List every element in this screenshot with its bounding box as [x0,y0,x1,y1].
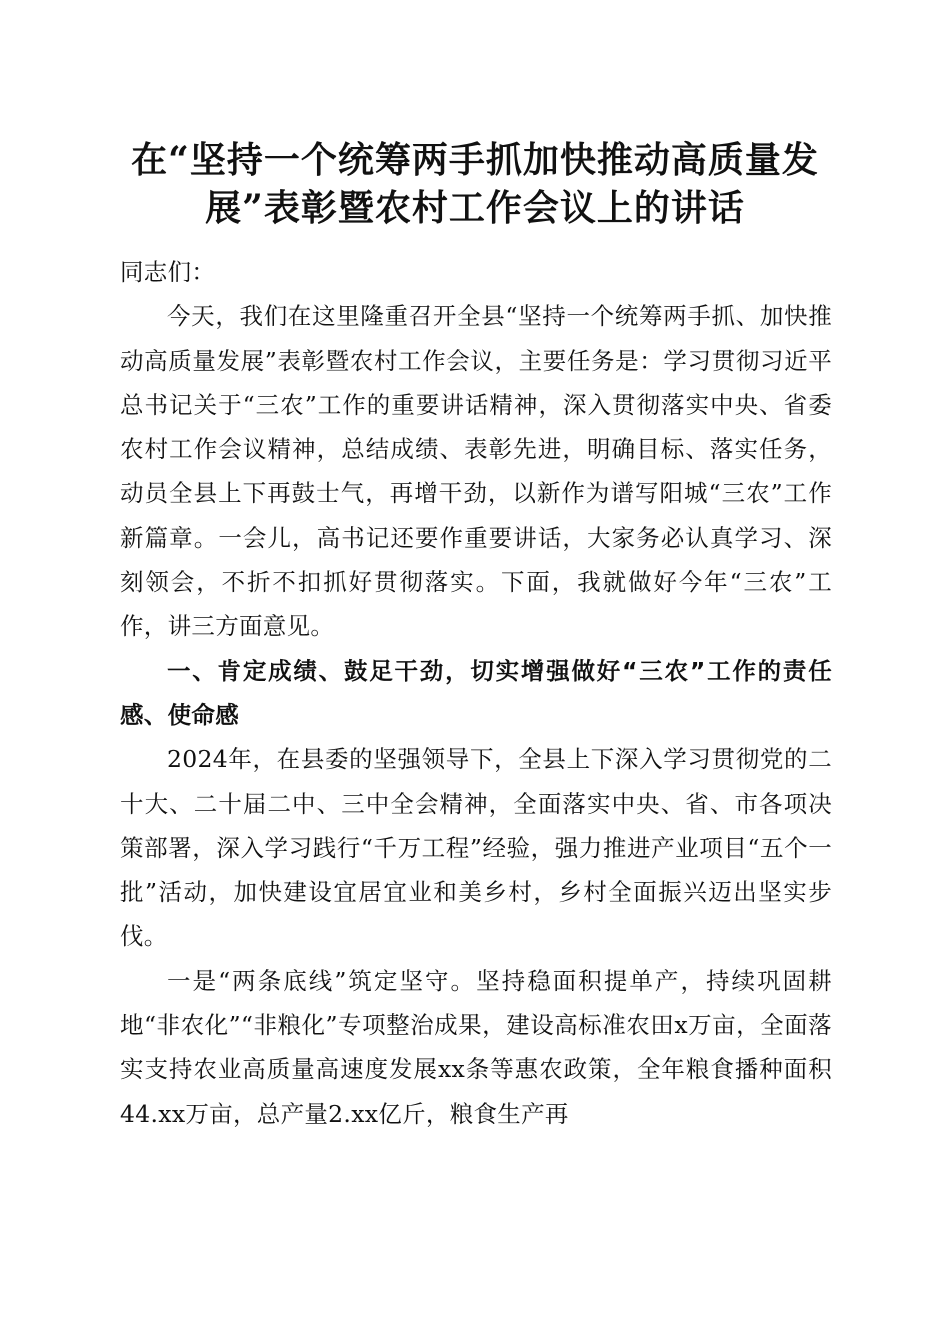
paragraph-two-bottom-lines: 一是“两条底线”筑定坚守。坚持稳面积提单产，持续巩固耕地“非农化”“非粮化”专项整治成果，建设高标准农田x万亩，全面落实支持农业高质量高速度发展xx条等惠农政策，全年粮食播种面积44.xx万亩，总产量2.xx亿斤，粮食生产再 [120,966,832,1128]
title-line-1: 在“坚持一个统筹两手抓加快推动高质量发 [131,139,819,181]
paragraph-2024-summary: 2024年，在县委的坚强领导下，全县上下深入学习贯彻党的二十大、二十届二中、三中全会精神，全面落实中央、省、市各项决策部署，深入学习践行“千万工程”经验，强力推进产业项目“五个一批”活动，加快建设宜居宜业和美乡村，乡村全面振兴迈出坚实步伐。 [120,745,832,951]
document-body [120,250,832,1136]
salutation: 同志们： [120,258,216,286]
title-line-2: 展”表彰暨农村工作会议上的讲话 [205,187,745,229]
paragraph-intro: 今天，我们在这里隆重召开全县“坚持一个统筹两手抓、加快推动高质量发展”表彰暨农村工作会议，主要任务是：学习贯彻习近平总书记关于“三农”工作的重要讲话精神，深入贯彻落实中央、省委农村工作会议精神，总结成绩、表彰先进，明确目标、落实任务，动员全县上下再鼓士气，再增干劲，以新作为谱写阳城“三农”工作新篇章。一会儿，高书记还要作重要讲话，大家务必认真学习、深刻领会，不折不扣抓好贯彻落实。下面，我就做好今年“三农”工作，讲三方面意见。 [120,302,832,641]
document-title [100,136,850,232]
section-heading-1: 一、肯定成绩、鼓足干劲，切实增强做好“三农”工作的责任感、使命感 [120,656,832,729]
